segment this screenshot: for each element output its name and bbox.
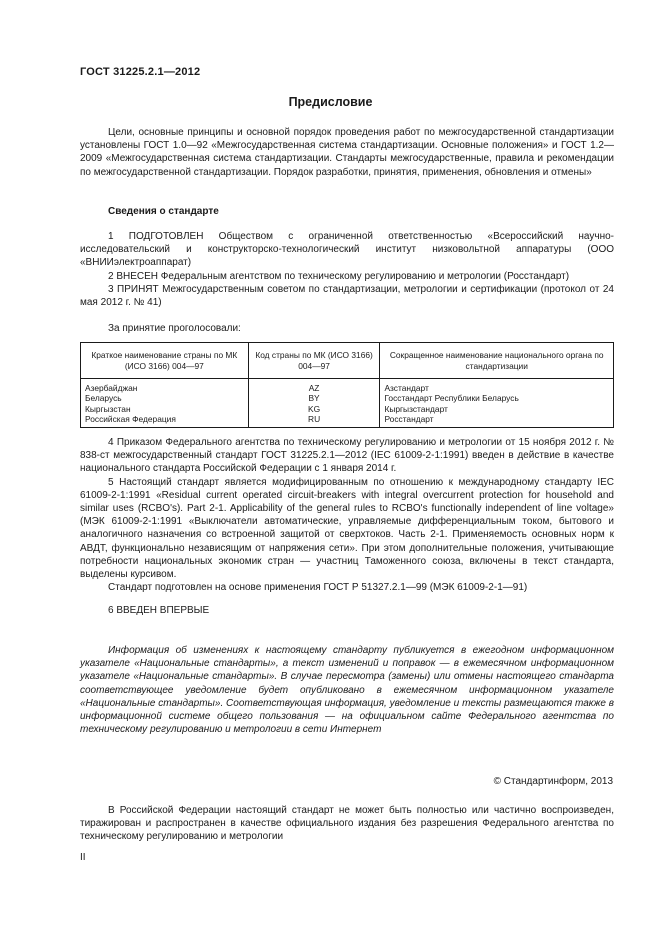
voting-table (80, 342, 614, 428)
table-row (81, 404, 614, 414)
info-heading: Сведения о стандарте (108, 206, 219, 217)
preface-title: Предисловие (288, 95, 373, 109)
info-items-4-5 (80, 436, 614, 594)
info-item-3: 3 ПРИНЯТ Межгосударственным советом по стандартизации, метрологии и сертификации (протокол от 24 мая 2012 г. № 41) (80, 283, 614, 309)
page-number: II (80, 852, 86, 863)
info-item-5: 5 Настоящий стандарт является модифицированным по отношению к международному стандарту IEC 61009-2-1:1991 «Residual current operated circuit-breakers with integral overcurrent protection for household and similar uses (RCBO's). Part 2-1. Applicability of the general rules to RCBO's functionally independent of line voltage» (МЭК 61009-2-1:1991 «Выключатели автоматические, управляемые дифференциальным током, бытового и аналогичного назначения со встроенной защитой от сверхтоков. Часть 2-1. Применяемость основных норм к АВДТ, функционально независящим от напряжения сети». При этом дополнительные положения, учитывающие потребности национальных экономик стран — участниц Таможенного союза, включены в текст стандарта, выделены курсивом. (80, 476, 614, 581)
header-country-code: Код страны по МК (ИСО 3166) 004—97 (248, 343, 380, 379)
info-item-1: 1 ПОДГОТОВЛЕН Обществом с ограниченной ответственностью «Всероссийский научно-исследовательский и конструкторско-технологический институт низковольтной аппаратуры (ООО «ВНИИэлектроаппарат) (80, 231, 614, 269)
preface-intro: Цели, основные принципы и основной порядок проведения работ по межгосударственной стандартизации установлены ГОСТ 1.0—92 «Межгосударственная система стандартизации. Основные положения» и ГОСТ 1.2—2009 «Межгосударственная система стандартизации. Стандарты межгосударственные, правила и рекомендации по межгосударственной стандартизации. Порядок разработки, принятия, применения, обновления и отмены» (80, 127, 614, 178)
table-row (81, 414, 614, 427)
standards-body: Госстандарт Республики Беларусь (380, 393, 614, 403)
table-row (81, 379, 614, 394)
country-name: Кыргызстан (81, 404, 249, 414)
header-standards-body: Сокращенное наименование национального органа по стандартизации (380, 343, 614, 379)
country-name: Российская Федерация (81, 414, 249, 427)
standards-body: Кыргызстандарт (380, 404, 614, 414)
standards-body: Азстандарт (380, 379, 614, 394)
country-code: AZ (248, 379, 380, 394)
table-header-row (81, 343, 614, 379)
based-on-note: Стандарт подготовлен на основе применения ГОСТ Р 51327.2.1—99 (МЭК 61009-2-1—91) (108, 582, 528, 594)
header-country-name: Краткое наименование страны по МК (ИСО 3166) 004—97 (81, 343, 249, 379)
copyright: © Стандартинформ, 2013 (493, 776, 613, 787)
country-code: RU (248, 414, 380, 427)
country-code: BY (248, 393, 380, 403)
info-item-6: 6 ВВЕДЕН ВПЕРВЫЕ (108, 605, 210, 616)
voted-label: За принятие проголосовали: (108, 323, 241, 334)
document-code: ГОСТ 31225.2.1—2012 (80, 66, 201, 78)
legal-text: В Российской Федерации настоящий стандарт не может быть полностью или частично воспроизведен, тиражирован и распространен в качестве официального издания без разрешения Федерального агентства по техническому регулированию и метрологии (80, 805, 614, 843)
notice-block (80, 644, 614, 736)
country-name: Беларусь (81, 393, 249, 403)
notice-text: Информация об изменениях к настоящему стандарту публикуется в ежегодном информационном указателе «Национальные стандарты», а текст изменений и поправок — в ежемесячном информационном указателе «Национальные стандарты». В случае пересмотра (замены) или отмены настоящего стандарта соответствующее уведомление будет опубликовано в ежемесячном информационном указателе «Национальные стандарты». Соответствующая информация, уведомление и тексты размещаются также в информационной системе общего пользования — на официальном сайте Федерального агентства по техническому регулированию и метрологии в сети Интернет (80, 645, 614, 736)
country-code: KG (248, 404, 380, 414)
info-item-2: 2 ВНЕСЕН Федеральным агентством по техническому регулированию и метрологии (Росстандарт) (108, 270, 570, 282)
standards-body: Росстандарт (380, 414, 614, 427)
info-items-1-3 (80, 230, 614, 309)
info-item-4: 4 Приказом Федерального агентства по техническому регулированию и метрологии от 15 ноября 2012 г. № 838-ст межгосударственный стандарт ГОСТ 31225.2.1—2012 (IEC 61009-2-1:1991) введен в действие в качестве национального стандарта Российской Федерации с 1 января 2014 г. (80, 437, 614, 475)
country-name: Азербайджан (81, 379, 249, 394)
preface-intro-block (80, 126, 614, 179)
table-row (81, 393, 614, 403)
legal-block (80, 804, 614, 844)
